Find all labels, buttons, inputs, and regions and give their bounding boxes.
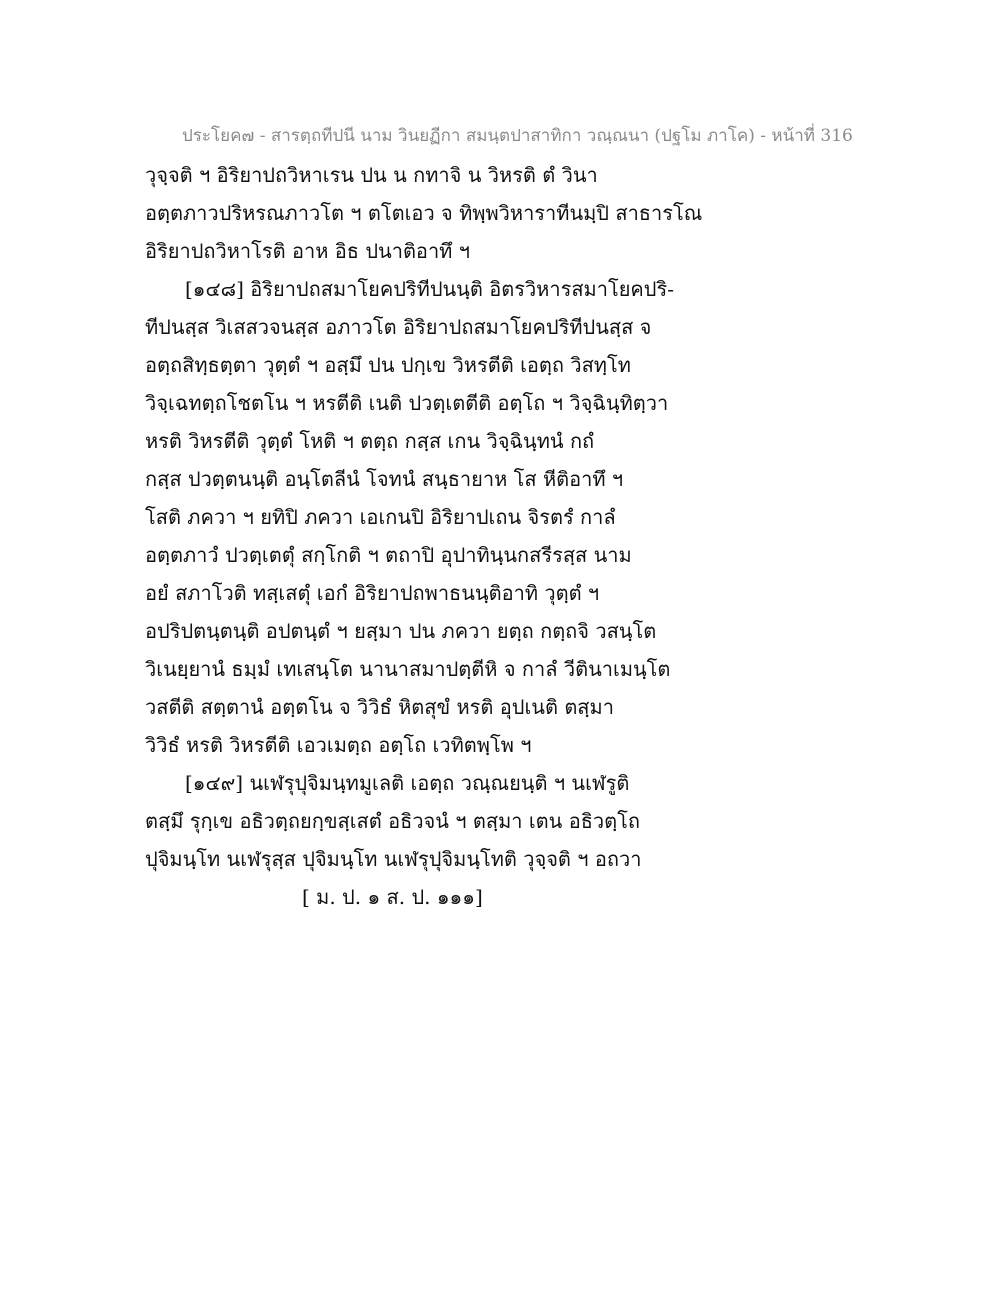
text-line: อตฺตภาวปริหรณภาวโต ฯ ตโตเอว จ ทิพฺพวิหาราทีนมฺปิ สาธารโณ (145, 201, 703, 225)
page-reference: [ ม. ป. ๑ ส. ป. ๑๑๑] (302, 885, 483, 909)
text-line: อตฺถสิทฺธตฺตา วุตฺตํ ฯ อสฺมึ ปน ปกฺเข วิหรตีติ เอตฺถ วิสทฺโท (145, 353, 631, 377)
text-line: กสฺส ปวตฺตนนฺติ อนฺโตลีนํ โจทนํ สนฺธายาห โส หีติอาทึ ฯ (145, 467, 624, 491)
text-line: วุจฺจติ ฯ อิริยาปถวิหาเรน ปน น กทาจิ น วิหรติ ตํ วินา (145, 163, 598, 187)
text-line: ทีปนสฺส วิเสสวจนสฺส อภาวโต อิริยาปถสมาโยคปริทีปนสฺส จ (145, 315, 652, 339)
text-line: หรติ วิหรตีติ วุตฺตํ โหติ ฯ ตตฺถ กสฺส เกน วิจฺฉินฺทนํ กถํ (145, 429, 595, 453)
text-line: อตฺตภาวํ ปวตฺเตตุํ สกฺโกติ ฯ ตถาปิ อุปาทินฺนกสรีรสฺส นาม (145, 543, 632, 567)
running-header: ประโยค๗ - สารตฺถทีปนี นาม วินยฏีกา สมนฺตปาสาทิกา วณฺณนา (ปฐโม ภาโค) - หน้าที่ 316 (182, 126, 853, 146)
paragraph-148-start: [๑๔๘] อิริยาปถสมาโยคปริทีปนนฺติ อิตรวิหารสมาโยคปริ- (185, 277, 674, 301)
text-line: อยํ สภาโวติ ทสฺเสตุํ เอกํ อิริยาปถพาธนนฺติอาทิ วุตฺตํ ฯ (145, 581, 600, 605)
text-line: อิริยาปถวิหาโรติ อาห อิธ ปนาติอาทึ ฯ (145, 239, 470, 263)
text-line: วสตีติ สตฺตานํ อตฺตโน จ วิวิธํ หิตสุขํ หรติ อุปเนติ ตสฺมา (145, 695, 614, 719)
text-line: โสติ ภควา ฯ ยทิปิ ภควา เอเกนปิ อิริยาปเถน จิรตรํ กาลํ (145, 505, 616, 529)
paragraph-149-start: [๑๔๙] นเฬรุปุจิมนฺทมูเลติ เอตฺถ วณฺณยนฺติ ฯ นเฬรูติ (185, 771, 630, 795)
text-line: ตสฺมึ รุกฺเข อธิวตฺถยกฺขสฺเสตํ อธิวจนํ ฯ ตสฺมา เตน อธิวตฺโถ (145, 809, 640, 833)
text-line: ปุจิมนฺโท นเฬรุสฺส ปุจิมนฺโท นเฬรุปุจิมนฺโทติ วุจฺจติ ฯ อถวา (145, 847, 642, 871)
text-line: วิวิธํ หรติ วิหรตีติ เอวเมตฺถ อตฺโถ เวทิตพฺโพ ฯ (145, 733, 532, 757)
text-line: วิจฺเฉทตฺถโชตโน ฯ หรตีติ เนติ ปวตฺเตตีติ อตฺโถ ฯ วิจฺฉินฺทิตฺวา (145, 391, 669, 415)
text-line: วิเนยฺยานํ ธมฺมํ เทเสนฺโต นานาสมาปตฺตีหิ จ กาลํ วีตินาเมนฺโต (145, 657, 671, 681)
text-line: อปริปตนฺตนฺติ อปตนฺตํ ฯ ยสฺมา ปน ภควา ยตฺถ กตฺถจิ วสนฺโต (145, 619, 657, 643)
body-text (145, 160, 865, 920)
